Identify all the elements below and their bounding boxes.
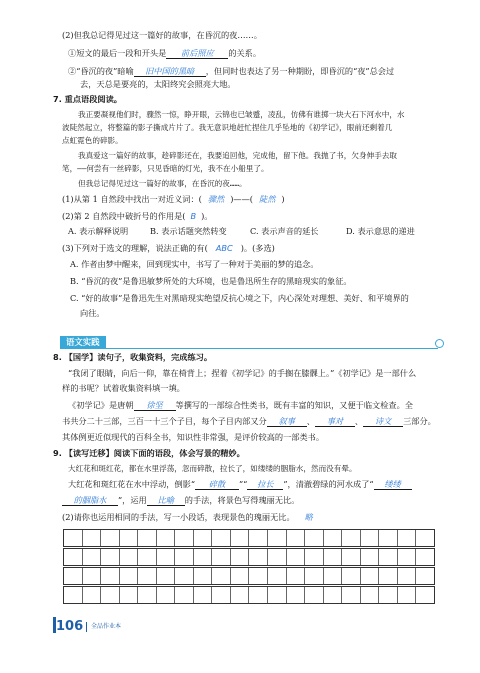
q7-sub1-answer-b[interactable]: 陡然	[259, 194, 276, 204]
q8-title: 8. 【国学】读句子，收集资料，完成练习。	[53, 352, 213, 362]
q7-sub1: (1)从第 1 自然段中找出一对近义词：( 骤然 )——( 陡然 )	[62, 194, 285, 204]
q6-answer-blank-1[interactable]: 前后照应	[166, 49, 228, 59]
q7-passage-p1-l3: 点虹霓色的碎影。	[62, 136, 123, 145]
q7-sub3-option-c: C. “好的故事”是鲁迅先生对黑暗现实绝望反抗心境之下，内心深处对理想、美好、和平境界的	[70, 293, 409, 303]
q9-sub1-line2: 的胭脂水 ”，运用 比喻 的手法，将景色写得瑰丽无比。	[62, 495, 299, 506]
q8-line3: 《初学记》是唐朝 徐坚 等撰写的一部综合性类书，既有丰富的知识，又便于临文检查。全	[68, 400, 413, 410]
q9-sub2-answer[interactable]: 略	[304, 512, 313, 522]
footer-brand: 全品作业本	[91, 623, 122, 630]
q7-sub3-answer[interactable]: ABC	[215, 243, 233, 253]
q7-sub2-option-c: C. 表示声音的延长	[250, 226, 319, 236]
q7-sub2-answer[interactable]: B	[190, 211, 197, 221]
section-header-practice	[60, 336, 438, 349]
q7-sub2: (2)第 2 自然段中破折号的作用是( B )。	[62, 211, 213, 221]
q8-answer-author[interactable]: 徐坚	[134, 401, 176, 411]
q9-sub2: (2)请你也运用相同的手法，写一小段话，表现景色的瑰丽无比。 略	[62, 512, 313, 522]
q7-title: 7. 重点语段阅读。	[53, 94, 122, 104]
q9-quote: 大红花和斑红花，都在水里浮荡，忽而碎散，拉长了，如缕缕的胭脂水，然而没有晕。	[68, 464, 357, 473]
writing-grid-row-3[interactable]	[63, 567, 435, 585]
q7-sub2-option-b: B. 表示话题突然转变	[150, 226, 227, 236]
q7-sub3-option-a: A. 作者由梦中醒来，回到现实中，书写了一种对于美丽的梦的追念。	[70, 259, 319, 269]
q7-passage-p1-l2: 波陡然起立，将整篇的影子撕成片片了。我无意识地赶忙捏住几乎坠地的《初学记》，眼前还剩着几	[62, 123, 393, 132]
q6-sub2-item2: ②“昏沉的夜”暗喻 旧中国的黑暗 ，但同时也表达了另一种期盼，即昏沉的“夜”总会过	[68, 66, 395, 76]
q9-answer-4[interactable]: 比喻	[147, 496, 185, 506]
q9-answer-2[interactable]: 拉长	[247, 480, 283, 490]
page-number: 106	[56, 619, 84, 634]
writing-grid-row-2[interactable]	[63, 548, 435, 566]
q8-line4: 书共分二十三部，三百一十三个子目，每个子目内部又分 叙事 、 事对 、 诗文 三部分。	[62, 416, 436, 426]
q8-line2: 样的书呢？试着收集资料填一填。	[62, 383, 185, 393]
q7-passage-p3: 但我总记得见过这一篇好的故事，在昏沉的夜……。	[78, 179, 247, 188]
q6-sub2-stem: (2)但我总记得见过这一篇好的故事，在昏沉的夜……。	[62, 30, 262, 40]
q8-answer-part-2[interactable]: 事对	[315, 417, 355, 427]
q7-sub3-option-b: B. “昏沉的夜”是鲁迅敏梦所处的大环境，也是鲁迅所生存的黑暗现实的象征。	[70, 276, 352, 286]
q7-sub3-option-c-cont: 向往。	[80, 308, 105, 318]
q7-passage-p1-l1: 我正要凝视他们时，骤然一惊，睁开眼，云锦也已皱蹙，凌乱，仿佛有谁掷一块大石下河水中，水	[78, 110, 405, 119]
q8-line5: 其体例更近似现代的百科全书，知识性非常强，是评价较高的一部类书。	[62, 432, 325, 442]
footer-divider	[86, 622, 87, 632]
section-end-circle-icon	[435, 339, 444, 348]
q7-passage-p2-l1: 我真爱这一篇好的故事，趁碎影还在，我要追回他，完成他，留下他。我抛了书，欠身伸手去取	[78, 151, 397, 160]
q6-sub2-item1: ①短文的最后一段和开头是 前后照应 的关系。	[68, 48, 262, 58]
q8-line1: “我闭了眼睛，向后一仰，靠在椅背上；捏着《初学记》的手搁在膝髁上。”《初学记》是一部什么	[68, 368, 417, 378]
q9-title: 9. 【读写迁移】阅读下面的语段，体会写景的精妙。	[53, 448, 245, 458]
writing-grid-row-4[interactable]	[63, 586, 435, 604]
q6-sub2-item2-cont: 去，天总是要亮的，太阳终究会照亮大地。	[80, 79, 236, 89]
q9-answer-3b[interactable]: 的胭脂水	[62, 496, 118, 506]
q9-answer-3a[interactable]: 缕缕	[374, 480, 412, 490]
q8-answer-part-1[interactable]: 叙事	[267, 417, 307, 427]
q7-sub3: (3)下列对于选文的理解，说法正确的有( ABC )。(多选)	[62, 243, 275, 253]
q9-sub1-line1: 大红花和斑红花在水中浮动，倒影“ 碎散 ”“ 拉长 ”，清澈碧绿的河水成了“ 缕缕	[68, 479, 412, 490]
writing-grid-row-1[interactable]	[63, 529, 435, 547]
q7-sub2-option-a: A. 表示解释说明	[68, 226, 129, 236]
q7-sub1-answer-a[interactable]: 骤然	[207, 194, 225, 204]
q6-answer-blank-2[interactable]: 旧中国的黑暗	[134, 67, 206, 77]
q7-sub2-option-d: D. 表示意思的递进	[346, 226, 415, 236]
q7-passage-p2-l2: 笔，——何尝有一丝碎影，只见昏暗的灯光，我不在小船里了。	[62, 164, 269, 173]
q8-answer-part-3[interactable]: 诗文	[363, 417, 403, 427]
section-label: 语文实践	[60, 336, 106, 348]
q9-answer-1[interactable]: 碎散	[195, 480, 239, 490]
